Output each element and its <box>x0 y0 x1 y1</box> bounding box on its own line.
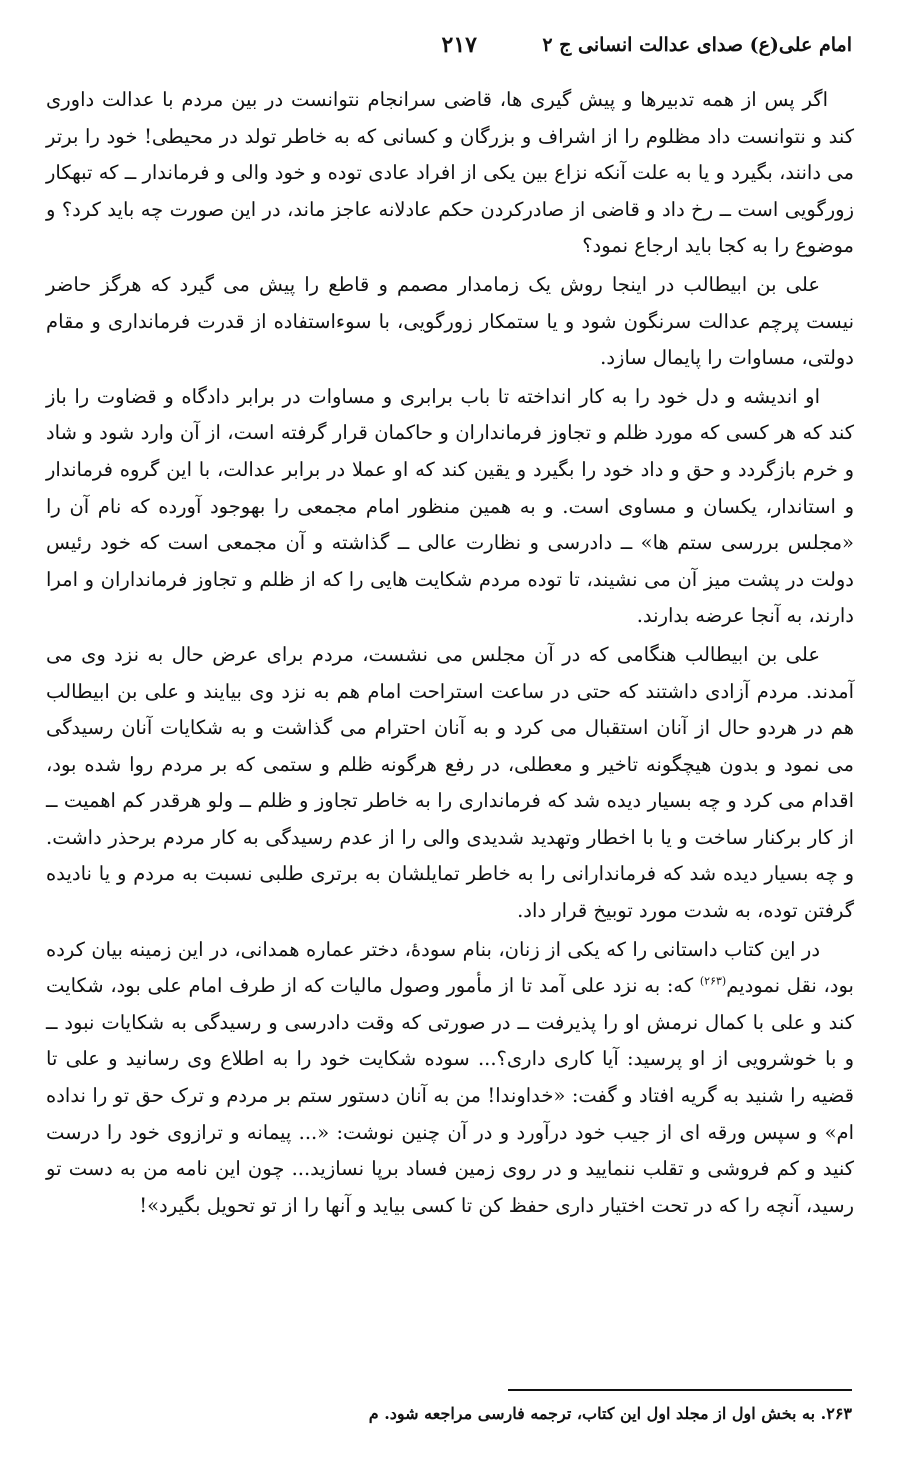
paragraph-5-end: که: به نزد علی آمد تا از مأمور وصول مالیات که از طرف امام علی بود، شکایت کند و علی با کمال نرمش او را پذیرفت ــ در صورتی که وقت دادرسی و رسیدگی به شکایات نبود ــ و با خوشرویی از او پرسید: آیا کاری داری؟... سوده شکایت خود را به اطلاع وی رسانید و علی تا قضیه را شنید به گریه افتاد و گفت: «خداوندا! من به آنان دستور ستم بر مردم و ترک حق تو را نداده ام» و سپس ورقه ای از جیب خود درآورد و در آن چنین نوشت: «... پیمانه و ترازوی خود را درست کنید و کم فروشی و تقلب ننمایید و در روی زمین فساد برپا نسازید... چون این نامه من به دست تو رسید، آنچه را که در تحت اختیار داری حفظ کن تا کسی بیاید و آنها را از تو تحویل بگیرد»! <box>46 974 854 1217</box>
paragraph-5 <box>46 932 854 1225</box>
paragraph-3: او اندیشه و دل خود را به کار انداخته تا باب برابری و مساوات در برابر دادگاه و قضاوت را باز کند که هر کسی که مورد ظلم و تجاوز فرمانداران و حاکمان قرار گرفته است، از آن وارد شود و شاد و خرم بازگردد و حق و داد خود را بگیرد و یقین کند که او عملا در برابر عدالت، با این گروه فرماندار و استاندار، یکسان و مساوی است. و به همین منظور امام مجمعی را بهوجود آورده که نام آن را «مجلس بررسی ستم ها» ــ دادرسی و نظارت عالی ــ گذاشته و آن مجمعی است که خود رئیس دولت در پشت میز آن می نشیند، تا توده مردم شکایت هایی را که از ظلم و تجاوز فرمانداران و امرا دارند، به آنجا عرضه بدارند. <box>46 384 854 628</box>
running-title: امام علی(ع) صدای عدالت انسانی ج ۲ <box>542 34 852 56</box>
body-text <box>46 82 854 1226</box>
footnote-reference: (۲۶۳) <box>699 974 727 988</box>
paragraph-2: علی بن ابیطالب در اینجا روش یک زمامدار مصمم و قاطع را پیش می گیرد که هرگز حاضر نیست پرچم عدالت سرنگون شود و یا ستمکار زورگویی، با سوءاستفاده از قدرت فرمانداری و مقام دولتی، مساوات را پایمال سازد. <box>46 272 854 370</box>
paragraph-4: علی بن ابیطالب هنگامی که در آن مجلس می نشست، مردم برای عرض حال به نزد وی می آمدند. مردم آزادی داشتند که حتی در ساعت استراحت امام هم به نزد وی بیایند و علی بن ابیطالب هم در هردو حال از آنان استقبال می کرد و به آنان احترام می گذاشت و به شکایات آنان رسیدگی می نمود و بدون هیچگونه تاخیر و معطلی، در رفع هرگونه ظلم و ستمی که بر مردم روا شده بود، اقدام می کرد و چه بسیار دیده شد که فرمانداری را به خاطر تجاوز و ظلم ــ ولو هرقدر کم اهمیت ــ از کار برکنار ساخت و یا با اخطار وتهدید شدیدی والی را از عدم رسیدگی به کار مردم برحذر داشت. و چه بسیار دیده شد که فرماندارانی را به خاطر تمایلشان به برتری طلبی نسبت به مردم و یا نادیده گرفتن توده، به شدت مورد توبیخ قرار داد. <box>46 642 854 923</box>
footnote-divider <box>508 1389 852 1391</box>
footnote: ۲۶۳. به بخش اول از مجلد اول این کتاب، ترجمه فارسی مراجعه شود. م <box>368 1404 852 1423</box>
paragraph-1: اگر پس از همه تدبیرها و پیش گیری ها، قاضی سرانجام نتوانست در بین مردم با عدالت داوری کند و نتوانست داد مظلوم را از اشراف و بزرگان و کسانی که به خاطر تولد در محیطی! خود را برتر می دانند، بگیرد و یا به علت آنکه نزاع بین یکی از افراد عادی توده و خود والی و فرماندار ــ که تبهکار زورگویی است ــ رخ داد و قاضی از صادرکردن حکم عادلانه عاجز ماند، در این صورت چه باید کرد؟ و موضوع را به کجا باید ارجاع نمود؟ <box>46 88 854 258</box>
page-number: ۲۱۷ <box>441 32 477 58</box>
running-header <box>48 34 852 70</box>
paragraph-5-start: در این کتاب داستانی را که یکی از زنان، بنام سودهٔ، دختر عماره همدانی، در این زمینه بیان کرده بود، نقل نمودیم <box>46 937 854 998</box>
